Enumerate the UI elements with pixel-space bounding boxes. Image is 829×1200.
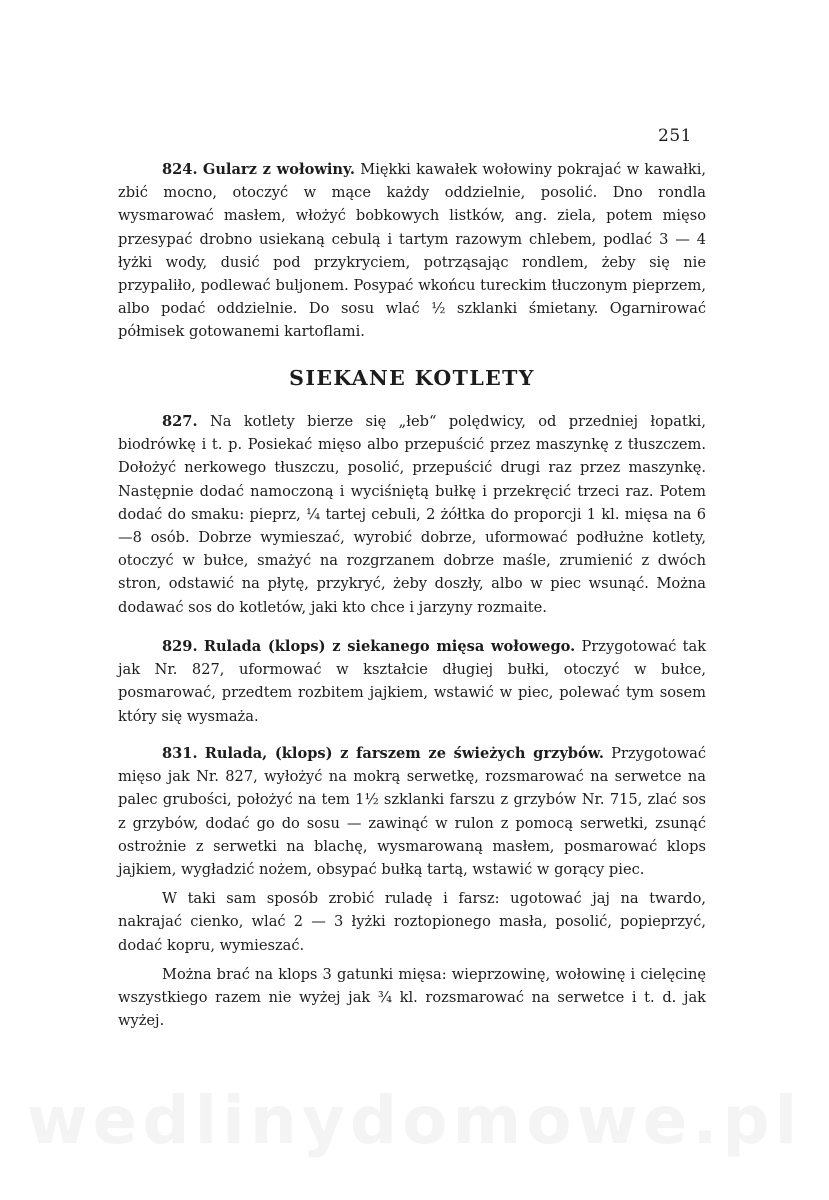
page-number: 251 — [658, 126, 692, 146]
recipe-829-title: Rulada (klops) z siekanego mięsa wołowego. — [203, 638, 576, 655]
recipe-827-text: Na kotlety bierze się „łeb“ polędwicy, od przedniej łopatki, biodrówkę i t. p. Posiekać mięso albo przepuścić przez maszynkę z tłuszczem. Dołożyć nerkowego tłuszczu, posolić, przepuścić drugi raz przez maszynkę. Następnie dodać namoczoną i wyciśniętą bułkę i przekręcić trzeci raz. Potem dodać do smaku: pieprz, ¼ tartej cebuli, 2 żółtka do proporcji 1 kl. mięsa na 6—8 osób. Dobrze wymieszać, wyrobić dobrze, uformować podłużne kotlety, otoczyć w bułce, smażyć na rozgrzanem dobrze maśle, zrumienić z dwóch stron, odstawić na płytę, przykryć, żeby doszły, albo w piec wsunąć. Można dodawać sos do kotletów, jaki kto chce i jarzyny rozmaite. — [118, 413, 706, 616]
recipe-824 — [118, 158, 706, 344]
recipe-824-paragraph — [118, 158, 706, 344]
recipe-829-number: 829. — [162, 638, 198, 655]
recipe-831-text: Przygotować mięso jak Nr. 827, wyłożyć na mokrą serwetkę, rozsmarować na serwetce na palec grubości, położyć na tem 1½ szklanki farszu z grzybów Nr. 715, zlać sos z grzybów, dodać go do sosu — zawinąć w rulon z pomocą serwetki, zsunąć ostrożnie z serwetki na blachę, wysmarowaną masłem, posmarować klops jajkiem, wygładzić nożem, obsypać bułką tartą, wstawić w gorący piec. — [118, 745, 707, 879]
recipe-831-number: 831. — [162, 745, 198, 762]
recipe-824-number: 824. — [162, 161, 198, 178]
recipe-831-paragraph-3: Można brać na klops 3 gatunki mięsa: wieprzowinę, wołowinę i cielęcinę wszystkiego razem nie wyżej jak ¾ kl. rozsmarować na serwetce i t. d. jak wyżej. — [118, 965, 706, 1030]
recipe-829 — [118, 635, 706, 728]
recipe-829-text: Przygotować tak jak Nr. 827, uformować w kształcie długiej bułki, otoczyć w bułce, posmarować, przedtem rozbitem jajkiem, wstawić w piec, polewać tym sosem który się wysmaża. — [118, 638, 707, 725]
recipe-827-paragraph — [118, 410, 706, 619]
watermark: wedlinydomowe.pl — [26, 1082, 803, 1159]
recipe-831-paragraph-1 — [118, 742, 706, 881]
recipe-831 — [118, 742, 706, 1032]
recipe-824-text: Miękki kawałek wołowiny pokrajać w kawałki, zbić mocno, otoczyć w mące każdy oddzielnie, posolić. Dno rondla wysmarować masłem, włożyć bobkowych listków, ang. ziela, potem mięso przesypać drobno usiekaną cebulą i tartym razowym chlebem, podlać 3 — 4 łyżki wody, dusić pod przykryciem, potrząsając rondlem, żeby się nie przypaliło, podlewać buljonem. Posypać wkońcu tureckim tłuczonym pieprzem, albo podać oddzielnie. Do sosu wlać ½ szklanki śmietany. Ogarnirować półmisek gotowanemi kartoflami. — [118, 161, 707, 341]
recipe-831-title: Rulada, (klops) z farszem ze świeżych grzybów. — [204, 745, 604, 762]
recipe-824-title: Gularz z wołowiny. — [202, 161, 355, 178]
recipe-827 — [118, 410, 706, 619]
section-heading: SIEKANE KOTLETY — [289, 366, 535, 390]
recipe-831-paragraph-2: W taki sam sposób zrobić ruladę i farsz: ugotować jaj na twardo, nakrajać cienko, wlać 2 — 3 łyżki roztopionego masła, posolić, popieprzyć, dodać kopru, wymieszać. — [118, 890, 706, 954]
recipe-829-paragraph — [118, 635, 706, 728]
recipe-827-number: 827. — [162, 413, 198, 430]
